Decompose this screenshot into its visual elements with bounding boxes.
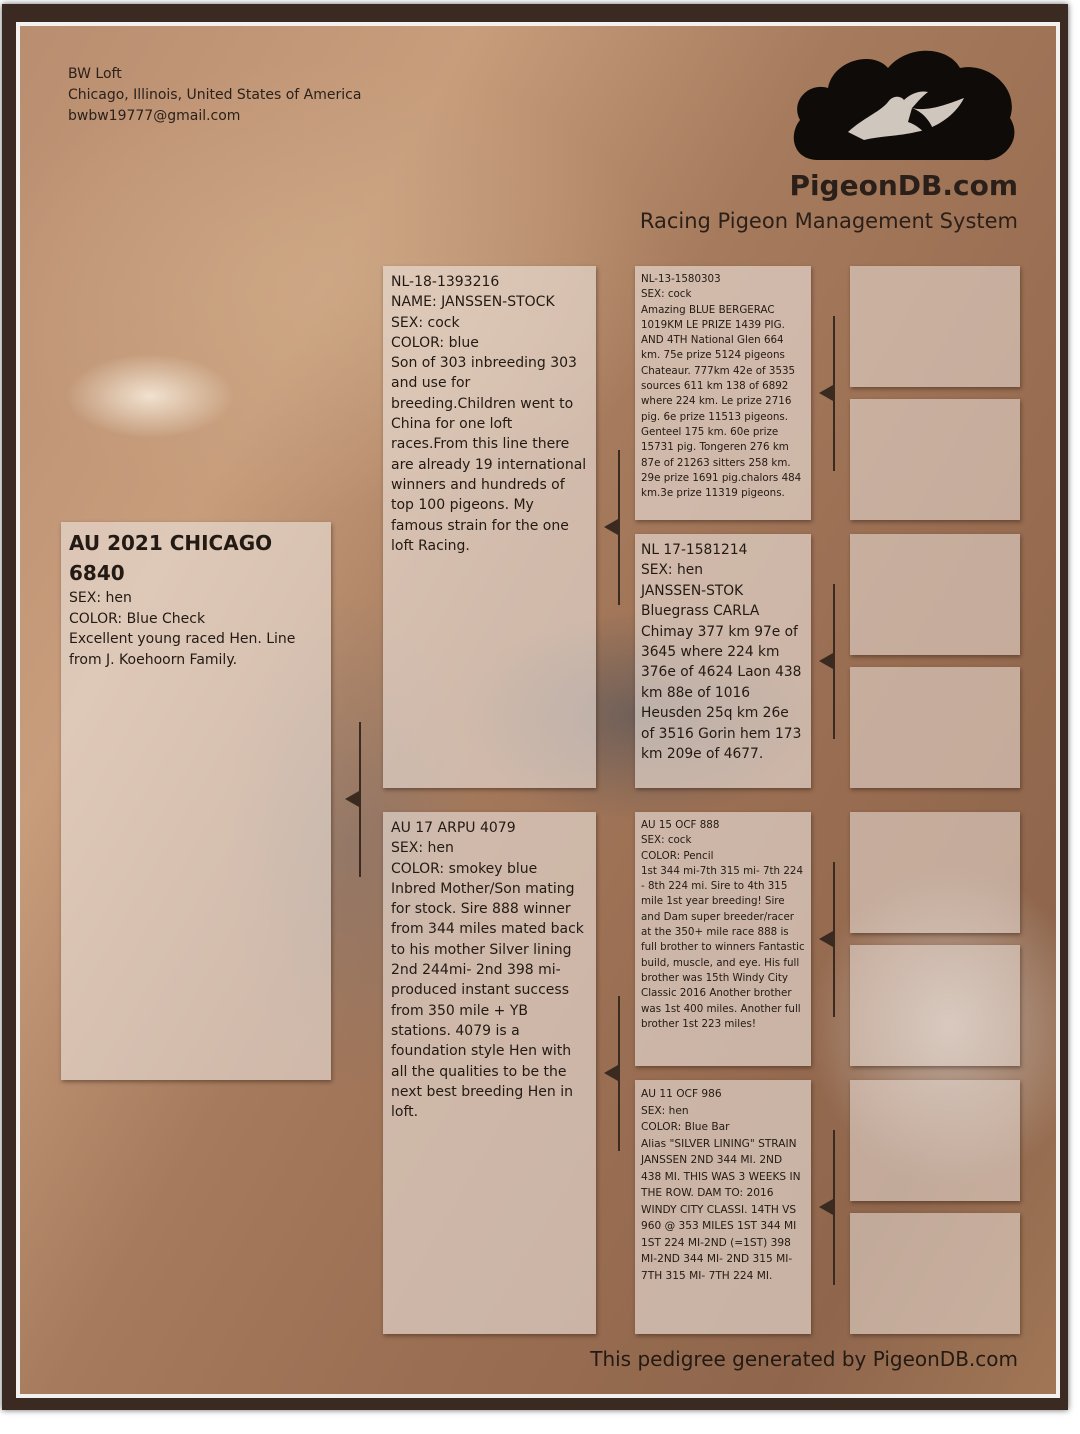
dam-ring: AU 17 ARPU 4079 xyxy=(391,820,516,836)
subject-color: COLOR: Blue Check xyxy=(69,610,206,627)
brand-tagline: Racing Pigeon Management System xyxy=(639,209,1018,233)
sire-dam-sex: SEX: hen xyxy=(641,562,703,579)
dam-sire-ring: AU 15 OCF 888 xyxy=(641,819,720,831)
sire-color: COLOR: blue xyxy=(391,334,479,351)
sire-sire-sex: SEX: cock xyxy=(641,288,692,301)
loft-name: BW Loft xyxy=(68,66,122,82)
connector-arrow-icon xyxy=(819,653,833,669)
sire-dam-note: Bluegrass CARLA Chimay 377 km 97e of 3645 where 224 km 376e of 4624 Laon 438 km 88e of 1016 Heusden 25q km 26e of 3516 Gorin hem 173 km 209e of 4677. xyxy=(641,603,802,763)
connector-line xyxy=(618,996,620,1151)
dam-sire-sex: SEX: cock xyxy=(641,834,692,847)
sire-sire-ring: NL-13-1580303 xyxy=(641,273,721,285)
empty-ancestor-card xyxy=(850,812,1020,933)
sire-dam-ring: NL 17-1581214 xyxy=(641,542,748,558)
connector-line xyxy=(359,722,361,877)
sire-dam-name: JANSSEN-STOK xyxy=(641,582,744,599)
empty-ancestor-card xyxy=(850,945,1020,1066)
dam-note: Inbred Mother/Son mating for stock. Sire 888 winner from 344 miles mated back to his mother Silver lining 2nd 244mi- 2nd 398 mi- produced instant success from 350 mile + YB stations. 4079 is a foundation style Hen with all the qualities to be the next best breeding Hen in loft. xyxy=(391,880,584,1121)
dam-dam-ring: AU 11 OCF 986 xyxy=(641,1088,722,1100)
sire-name: NAME: JANSSEN-STOCK xyxy=(391,294,555,311)
connector-arrow-icon xyxy=(819,931,833,947)
sire-sex: SEX: cock xyxy=(391,314,460,331)
dam-sire-card xyxy=(635,812,811,1066)
dam-color: COLOR: smokey blue xyxy=(391,860,538,877)
footer-credit: This pedigree generated by PigeonDB.com xyxy=(590,1347,1018,1371)
loft-location: Chicago, Illinois, United States of America xyxy=(68,87,362,103)
dam-sire-note: 1st 344 mi-7th 315 mi- 7th 224 - 8th 224 mi. Sire to 4th 315 mile 1st year breeding! Sire and Dam super breeder/racer at the 350+ mile race 888 is full brother to winners Fantastic build, muscle, and eye. His full brother was 15th Windy City Classic 2016 Another brother was 1st 400 miles. Another full brother 1st 223 miles! xyxy=(641,864,805,1030)
subject-sex: SEX: hen xyxy=(69,590,132,606)
sire-note: Son of 303 inbreeding 303 and use for breeding.Children went to China for one loft races.From this line there are already 19 international winners and hundreds of top 100 pigeons. My famous strain for the one loft Racing. xyxy=(391,355,587,554)
connector-arrow-icon xyxy=(604,1065,618,1081)
dam-card xyxy=(383,812,596,1334)
dam-dam-color: COLOR: Blue Bar xyxy=(641,1121,730,1133)
connector-line xyxy=(618,450,620,605)
connector-line xyxy=(833,1130,835,1285)
subject-note: Excellent young raced Hen. Line from J. Koehoorn Family. xyxy=(69,631,296,668)
sire-sire-note: Amazing BLUE BERGERAC 1019KM LE PRIZE 1439 PIG. AND 4TH National Glen 664 km. 75e prize 5124 pigeons Chateaur. 777km 42e of 3535 sources 611 km 138 of 6892 where 224 km. Le prize 2716 pig. 6e prize 11513 pigeons. Genteel 175 km. 60e prize 15731 pig. Tongeren 276 km 87e of 21263 sitters 258 km. 29e prize 1691 pig.chalors 484 km.3e prize 11319 pigeons. xyxy=(641,303,802,500)
connector-line xyxy=(833,584,835,739)
pedigree-frame xyxy=(2,4,1068,1410)
connector-arrow-icon xyxy=(819,1199,833,1215)
connector-arrow-icon xyxy=(345,791,359,807)
empty-ancestor-card xyxy=(850,1080,1020,1201)
dam-dam-card xyxy=(635,1080,811,1334)
dam-sire-color: COLOR: Pencil xyxy=(641,849,714,862)
empty-ancestor-card xyxy=(850,399,1020,520)
brand-name: PigeonDB.com xyxy=(789,169,1018,202)
connector-arrow-icon xyxy=(819,385,833,401)
pigeondb-logo-icon xyxy=(788,40,1024,170)
subject-card xyxy=(61,522,331,1080)
connector-line xyxy=(833,316,835,471)
sire-dam-card xyxy=(635,534,811,788)
empty-ancestor-card xyxy=(850,667,1020,788)
loft-email: bwbw19777@gmail.com xyxy=(68,108,241,124)
sire-sire-card xyxy=(635,266,811,520)
empty-ancestor-card xyxy=(850,266,1020,387)
empty-ancestor-card xyxy=(850,534,1020,655)
connector-arrow-icon xyxy=(604,519,618,535)
sire-ring: NL-18-1393216 xyxy=(391,274,500,290)
sire-card xyxy=(383,266,596,788)
connector-line xyxy=(833,862,835,1017)
loft-info xyxy=(68,64,361,127)
pedigree-canvas xyxy=(16,22,1060,1398)
dam-sex: SEX: hen xyxy=(391,840,454,857)
empty-ancestor-card xyxy=(850,1213,1020,1334)
dam-dam-note: Alias "SILVER LINING" STRAIN JANSSEN 2ND 344 MI. 2ND 438 MI. THIS WAS 3 WEEKS IN THE ROW. DAM TO: 2016 WINDY CITY CLASSI. 14TH VS 960 @ 353 MILES 1ST 344 MI 1ST 224 MI-2ND (=1ST) 398 MI-2ND 344 MI- 2ND 315 MI- 7TH 315 MI- 7TH 224 MI. xyxy=(641,1137,801,1282)
subject-ring: AU 2021 CHICAGO 6840 xyxy=(69,531,273,585)
dam-dam-sex: SEX: hen xyxy=(641,1104,689,1117)
